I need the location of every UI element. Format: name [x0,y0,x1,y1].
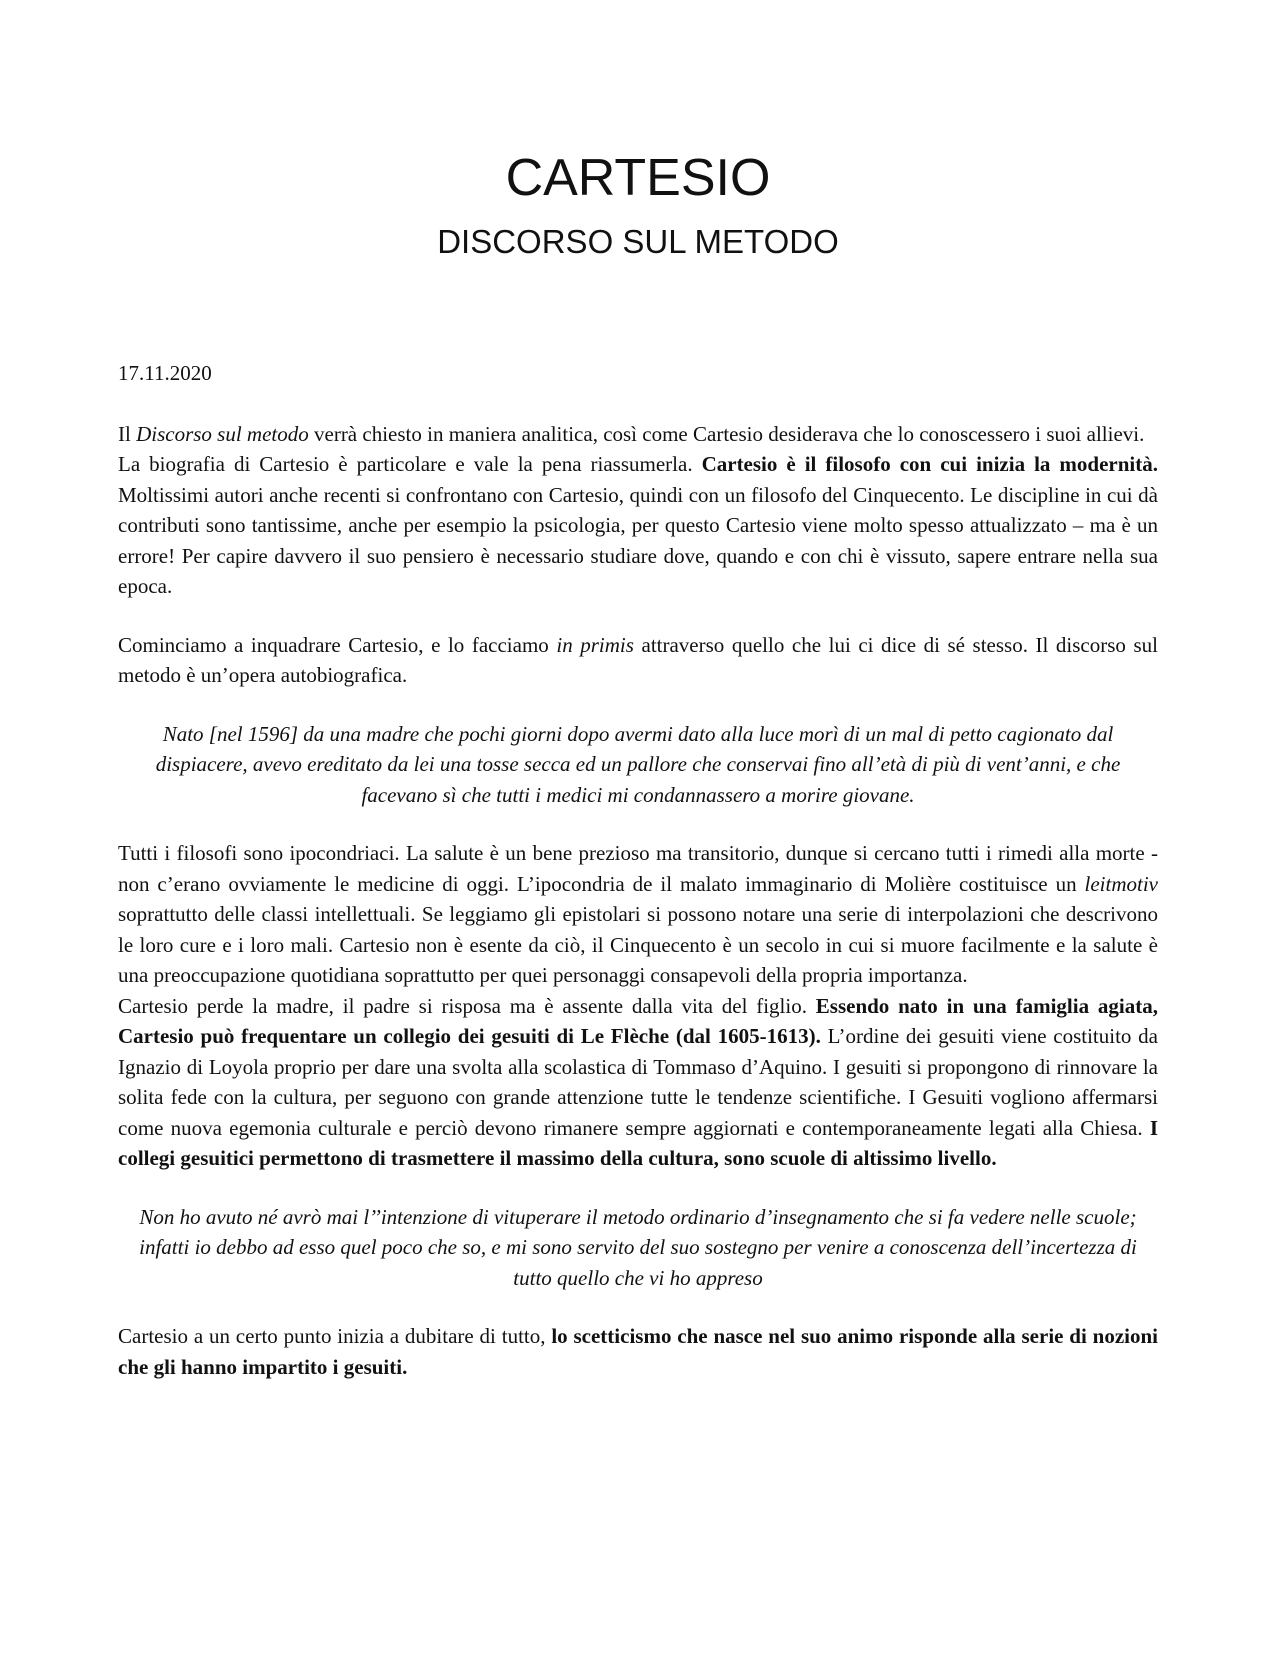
text-run: Cominciamo a inquadrare Cartesio, e lo facciamo [118,632,557,657]
text-run: Tutti i filosofi sono ipocondriaci. La salute è un bene prezioso ma transitorio, dunque si cercano tutti i rimedi alla morte - non c’erano ovviamente le medicine di oggi. L’ipocondria de il malato immaginario di Molière costituisce un [118,841,1158,896]
bold-text: Cartesio è il filosofo con cui inizia la modernità. [701,452,1158,476]
text-run: Cartesio a un certo punto inizia a dubitare di tutto, [118,1324,552,1348]
quote-method: Non ho avuto né avrò mai l’’intenzione di vituperare il metodo ordinario d’insegnamento che si fa vedere nelle scuole; infatti io debbo ad esso quel poco che so, e mi sono servito del suo sostegno per venire a conoscenza dell’incertezza di tutto quello che vi ho appreso [139,1204,1137,1290]
document-body [118,358,1158,1382]
text-run: soprattutto delle classi intellettuali. Se leggiamo gli epistolari si possono notare una serie di interpolazioni che descrivono le loro cure e i loro mali. Cartesio non è esente da ciò, il Cinquecento è un secolo in cui si muore facilmente e la salute è una preoccupazione quotidiana soprattutto per quei personaggi consapevoli della propria importanza. [118,902,1158,987]
paragraph-biography [118,449,1158,602]
text-run: Moltissimi autori anche recenti si confrontano con Cartesio, quindi con un filosofo del Cinquecento. Le discipline in cui dà contributi sono tantissime, anche per esempio la psicologia, per questo Cartesio viene molto spesso attualizzato – ma è un errore! Per capire davvero il suo pensiero è necessario studiare dove, quando e con chi è vissuto, sapere entrare nella sua epoca. [118,482,1158,598]
quote-birth: Nato [nel 1596] da una madre che pochi giorni dopo avermi dato alla luce morì di un mal di petto cagionato dal dispiacere, avevo ereditato da lei una tosse secca ed un pallore che conservai fino all’età di più di vent’anni, e che facevano sì che tutti i medici mi condannassero a morire giovane. [155,721,1121,807]
paragraph-hypochondria [118,838,1158,991]
text-run: attraverso quello che lui ci dice di sé stesso. Il discorso sul metodo è un’opera autobiografica. [118,632,1158,687]
italic-text: in primis [556,632,634,657]
italic-text: leitmotiv [1084,871,1158,896]
text-run: Cartesio perde la madre, il padre si risposa ma è assente dalla vita del figlio. [118,993,816,1018]
date-line: 17.11.2020 [118,361,212,385]
bold-text: lo scetticismo che nasce nel suo animo risponde alla serie di nozioni che gli hanno impartito i gesuiti. [118,1324,1159,1379]
paragraph-skepticism [118,1321,1158,1382]
italic-text: Discorso sul metodo [136,421,309,446]
paragraph-jesuits [118,991,1158,1174]
text-run: Il [118,421,137,446]
text-run: verrà chiesto in maniera analitica, così come Cartesio desiderava che lo conoscessero i suoi allievi. [308,421,1145,446]
document-subtitle: DISCORSO SUL METODO [437,223,839,260]
bold-text: Essendo nato in una famiglia agiata, Cartesio può frequentare un collegio dei gesuiti di Le Flèche (dal 1605-1613). [118,993,1158,1048]
bold-text: I collegi gesuitici permettono di trasmettere il massimo della cultura, sono scuole di altissimo livello. [118,1115,1158,1170]
paragraph-intro [118,419,1158,450]
document-title: CARTESIO [505,149,771,207]
text-run: L’ordine dei gesuiti viene costituito da Ignazio di Loyola proprio per dare una svolta alla scolastica di Tommaso d’Aquino. I gesuiti si propongono di rinnovare la solita fede con la cultura, per seguono con grande attenzione tutte le tendenze scientifiche. I Gesuiti vogliono affermarsi come nuova egemonia culturale e perciò devono rimanere sempre aggiornati e contemporaneamente legati alla Chiesa. [118,1024,1158,1140]
paragraph-framing [118,630,1158,691]
text-run: La biografia di Cartesio è particolare e vale la pena riassumerla. [118,452,702,476]
